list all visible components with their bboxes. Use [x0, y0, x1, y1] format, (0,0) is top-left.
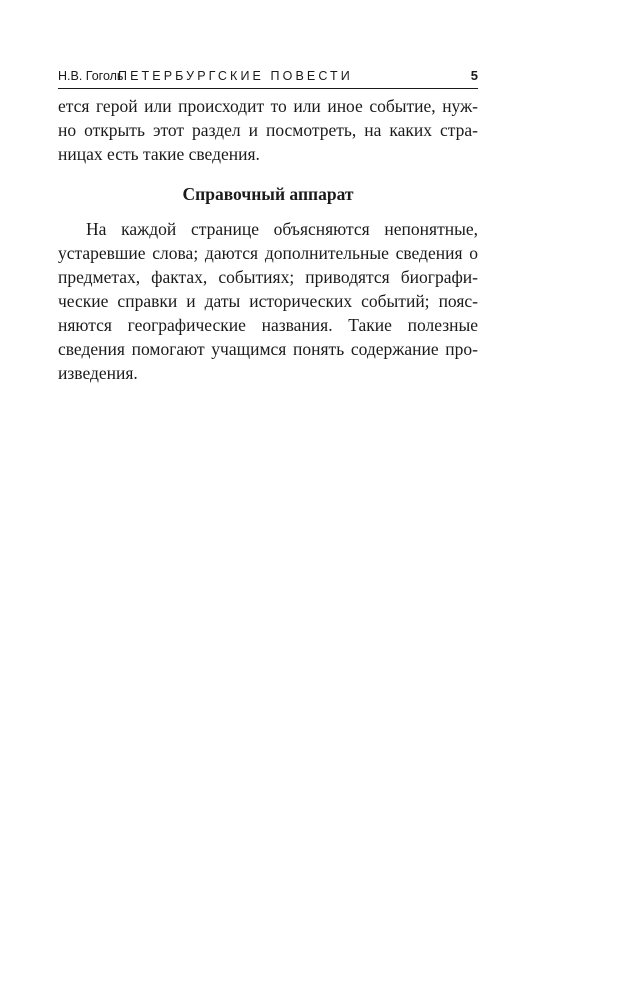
text-line: но открыть этот раздел и посмотреть, на каких стра- — [58, 120, 478, 140]
page-number: 5 — [470, 68, 478, 83]
header-book-title: ПЕТЕРБУРГСКИЕ ПОВЕСТИ — [118, 69, 353, 83]
text-line: няются географические названия. Такие полезные — [58, 315, 478, 335]
paragraph-reference — [58, 217, 478, 385]
text-line: предметах, фактах, событиях; приводятся биографи- — [58, 267, 478, 287]
running-header — [58, 66, 478, 88]
text-line: изведения. — [58, 363, 138, 383]
header-author: Н.В. Гоголь — [58, 69, 124, 83]
text-line: ческие справки и даты исторических событий; пояс- — [58, 291, 478, 311]
text-line: На каждой странице объясняются непонятные, — [86, 219, 478, 239]
text-line: ется герой или происходит то или иное событие, нуж- — [58, 96, 478, 116]
section-heading: Справочный аппарат — [182, 184, 354, 204]
text-line: ницах есть такие сведения. — [58, 144, 260, 164]
header-rule — [58, 88, 478, 89]
text-line: сведения помогают учащимся понять содержание про- — [58, 339, 478, 359]
paragraph-continued — [58, 94, 478, 166]
text-line: устаревшие слова; даются дополнительные сведения о — [58, 243, 478, 263]
